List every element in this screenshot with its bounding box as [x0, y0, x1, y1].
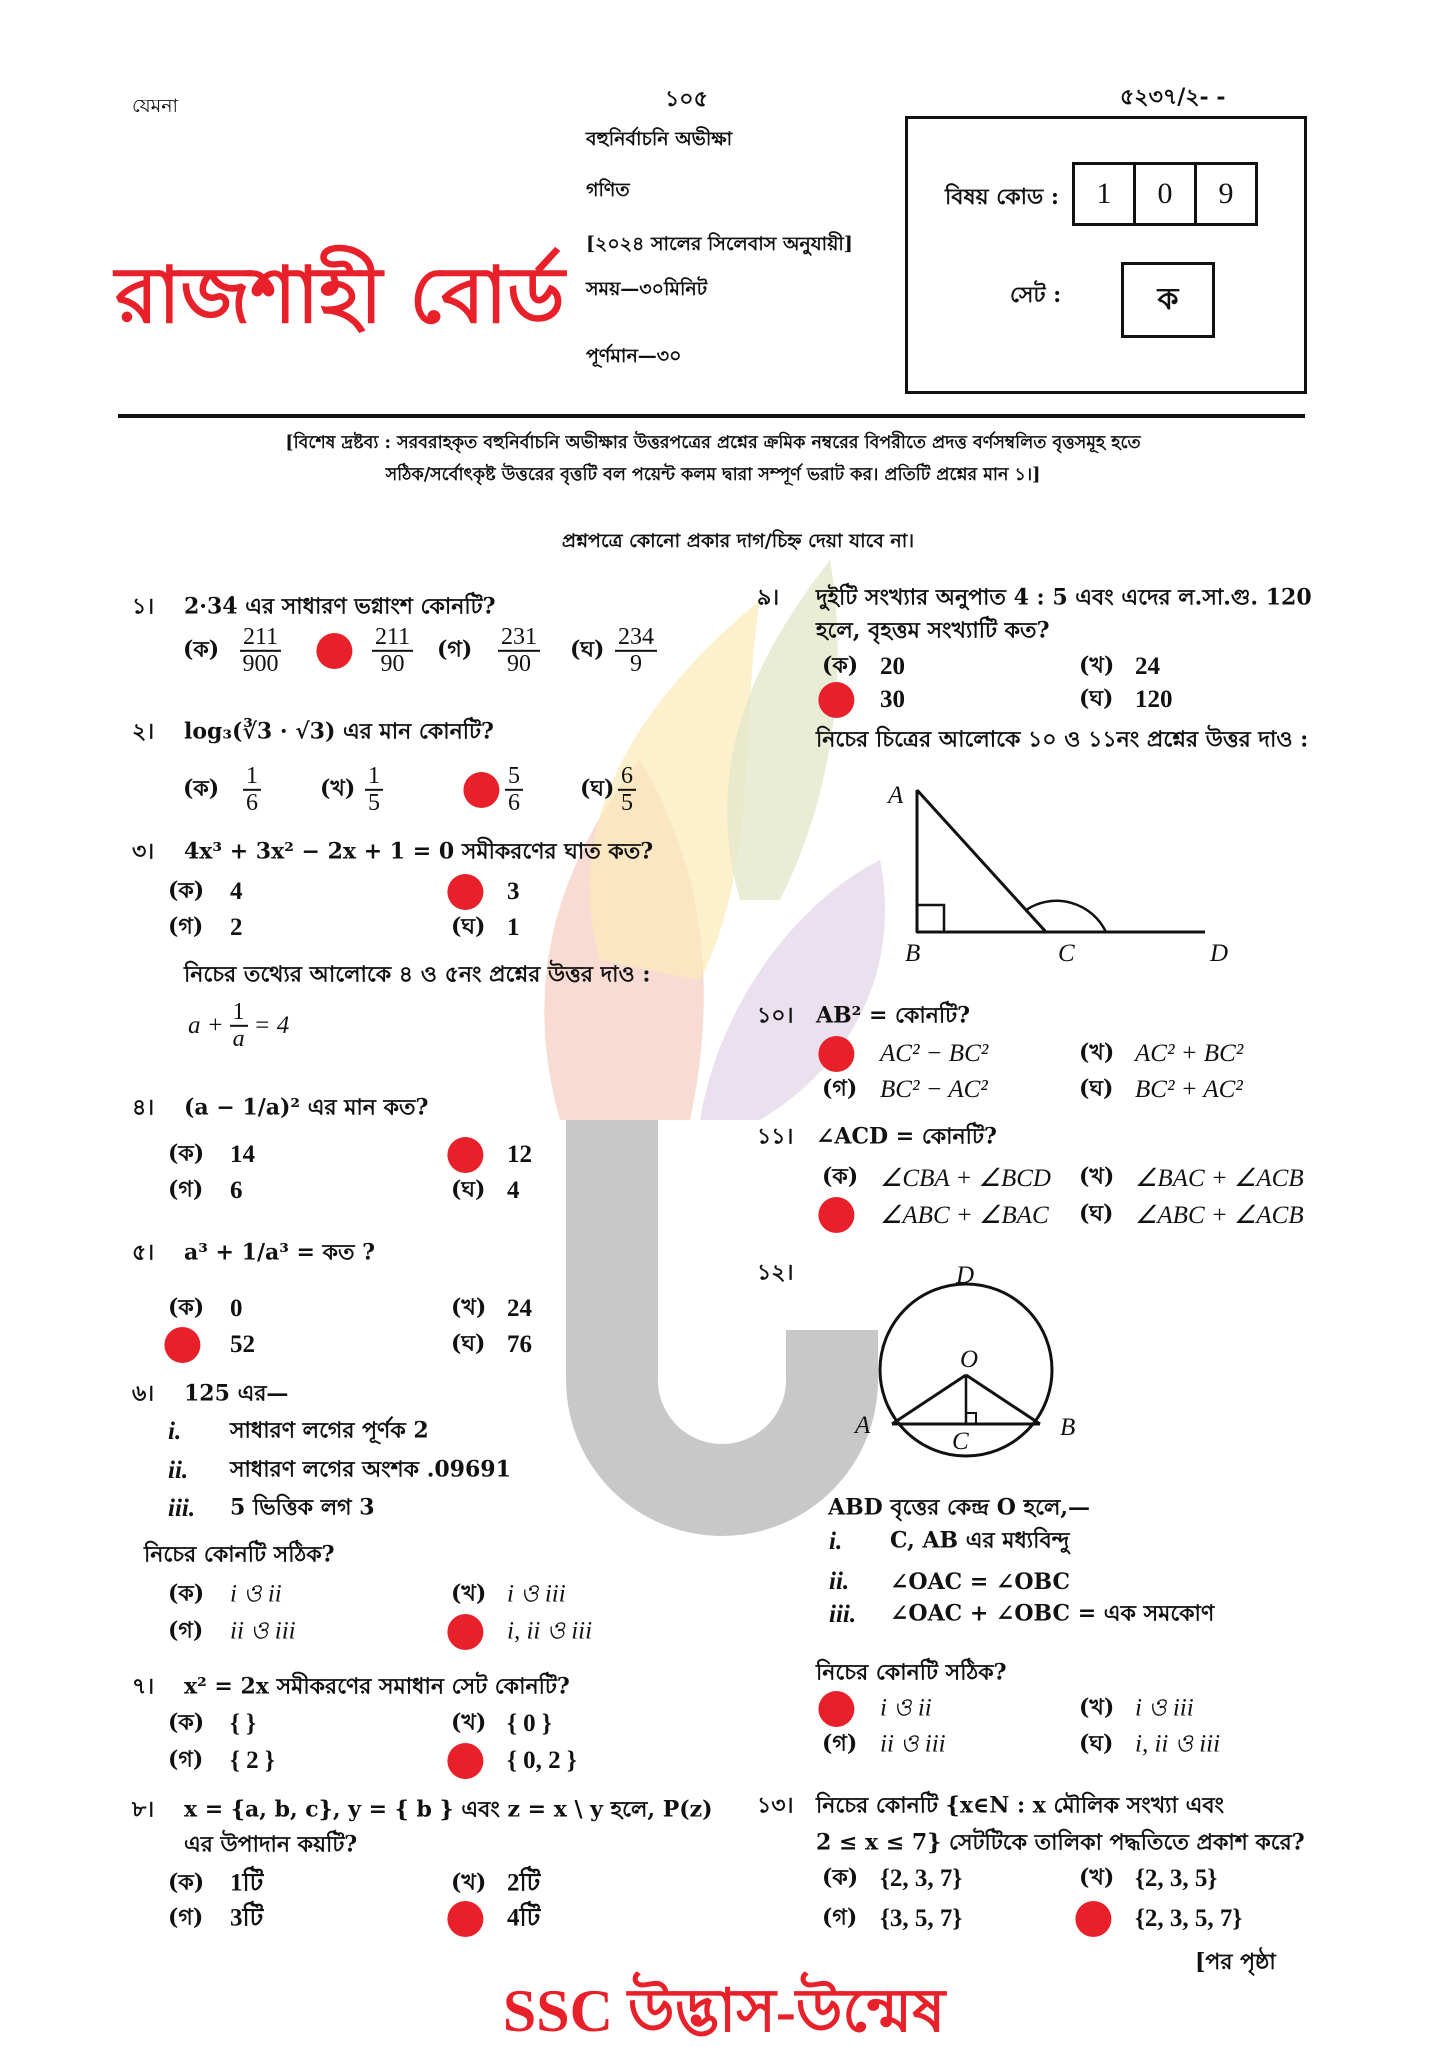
selected-answer-dot: [1075, 1901, 1111, 1937]
option-label: (খ): [451, 1709, 487, 1736]
option-label: (খ): [451, 1580, 487, 1607]
option-text: i ও ii: [230, 1580, 282, 1608]
option-label: (খ): [451, 1294, 487, 1321]
numerator: 1: [365, 764, 383, 791]
question-prompt: নিচের কোনটি সঠিক?: [816, 1659, 1007, 1686]
option-label: (খ): [320, 775, 356, 802]
figure-label-b: B: [905, 940, 921, 967]
numerator: 211: [240, 625, 281, 652]
option-label: (খ): [1079, 1039, 1115, 1066]
answer-option: [822, 1901, 857, 1938]
option-text: { }: [230, 1710, 256, 1737]
option-label: (ঘ): [1079, 1200, 1114, 1227]
selected-answer-dot: [164, 1327, 200, 1363]
option-text: 6: [230, 1177, 243, 1204]
subject-code-digit: 0: [1133, 162, 1197, 226]
circle-label-d: D: [956, 1262, 975, 1289]
answer-option: [320, 772, 355, 809]
option-value: [230, 1710, 256, 1738]
header-divider: [118, 414, 1305, 418]
selected-answer-dot: [447, 874, 483, 910]
question-number: ৩।: [132, 838, 155, 865]
option-text: BC² + AC²: [1135, 1076, 1243, 1103]
selected-answer-dot: [447, 1614, 483, 1650]
selected-answer-dot: [818, 682, 854, 718]
answer-option: [451, 910, 485, 947]
option-text: ∠BAC + ∠ACB: [1135, 1165, 1304, 1192]
statement-text: সাধারণ লগের পূর্ণক 2: [230, 1417, 429, 1444]
statement-text: C, AB এর মধ্যবিন্দু: [890, 1527, 1070, 1554]
code-box: [905, 116, 1307, 394]
page-number: ১০৫: [665, 86, 708, 112]
option-label: (ক): [168, 1140, 205, 1167]
answer-option: [168, 1614, 203, 1651]
option-text: BC² − AC²: [880, 1076, 988, 1103]
denominator: 900: [242, 651, 279, 677]
answer-option: [822, 1727, 857, 1764]
option-text: 3: [507, 878, 520, 905]
option-text: { 2 }: [230, 1747, 275, 1774]
option-label: (ক): [168, 877, 205, 904]
answer-option: [168, 1743, 203, 1780]
question-number: ৮।: [132, 1796, 155, 1823]
numerator: 1: [243, 764, 261, 791]
answer-option: [168, 874, 204, 911]
question-number: ৪।: [132, 1094, 155, 1121]
option-label: (গ): [822, 1075, 858, 1102]
circle-label-b: B: [1060, 1414, 1076, 1441]
answer-option: [183, 772, 219, 809]
option-text: i ও iii: [507, 1580, 566, 1608]
option-text: i ও iii: [1135, 1694, 1194, 1722]
statement-text: ∠OAC = ∠OBC: [890, 1569, 1071, 1595]
statement-numeral: iii.: [168, 1495, 196, 1522]
option-value: [230, 1898, 263, 1941]
option-value: [615, 625, 657, 677]
option-label: (ঘ): [451, 1330, 486, 1357]
context-instruction: নিচের তথ্যের আলোকে ৪ ও ৫নং প্রশ্নের উত্তর দাও :: [184, 961, 651, 988]
option-label: (ক): [183, 775, 220, 802]
answer-option: [168, 1137, 204, 1174]
next-page-note: [পর পৃষ্ঠা: [1195, 1949, 1276, 1975]
set-label: সেট :: [1010, 282, 1062, 308]
question-stem: 4x³ + 3x² − 2x + 1 = 0 সমীকরণের ঘাত কত?: [184, 838, 654, 865]
answer-option: [168, 1901, 203, 1938]
answer-option: [168, 1577, 204, 1614]
answer-option: [168, 1866, 204, 1903]
answer-option: [822, 649, 858, 686]
option-label: (খ): [1079, 652, 1115, 679]
option-text: 1টি: [230, 1869, 264, 1897]
question-number: ১।: [132, 593, 155, 620]
question-stem: AB² = কোনটি?: [816, 1002, 971, 1029]
option-text: 24: [1135, 653, 1160, 680]
option-value: [507, 1331, 532, 1359]
circle-label-o: O: [960, 1346, 979, 1373]
option-label: (খ): [1079, 1694, 1115, 1721]
fraction: [505, 764, 523, 816]
option-text: i, ii ও iii: [507, 1617, 593, 1645]
question-stem: (a − 1/a)² এর মান কত?: [184, 1094, 429, 1121]
option-value: [880, 1076, 988, 1104]
option-value: [507, 1141, 532, 1169]
selected-answer-dot: [447, 1743, 483, 1779]
answer-option: [451, 1706, 486, 1743]
option-value: [880, 1040, 988, 1068]
option-text: i ও ii: [880, 1694, 932, 1722]
answer-option: [580, 772, 614, 809]
fraction: [243, 764, 261, 816]
option-text: { 0, 2 }: [507, 1747, 577, 1774]
option-value: [498, 625, 540, 677]
question-stem: x = {a, b, c}, y = { b } এবং z = x \ y হলে, P(z): [184, 1796, 713, 1823]
answer-option: [451, 1577, 486, 1614]
option-text: 30: [880, 686, 905, 713]
numerator: 234: [615, 625, 657, 652]
answer-option: [1079, 1727, 1113, 1764]
question-stem: 2·34̇ এর সাধারণ ভগ্নাংশ কোনটি?: [184, 593, 496, 620]
option-text: 12: [507, 1141, 532, 1168]
option-text: 3টি: [230, 1904, 264, 1932]
answer-option: [451, 1327, 485, 1364]
option-label: (ঘ): [1079, 1075, 1114, 1102]
option-value: [1135, 653, 1160, 681]
option-value: [507, 1295, 532, 1323]
formula-part: a +: [188, 1012, 224, 1039]
selected-answer-dot: [818, 1691, 854, 1727]
option-value: [372, 625, 413, 677]
option-value: [880, 1163, 1051, 1193]
option-text: 14: [230, 1141, 255, 1168]
instruction-line: [বিশেষ দ্রষ্টব্য : সরবরাহকৃত বহুনির্বাচনি অভীক্ষার উত্তরপত্রের প্রশ্নের ক্রমিক নম্বরের বিপরীতে প্রদত্ত বর্ণসম্বলিত বৃত্তসমূহ হতে: [285, 433, 1141, 453]
footer-brand: SSC উদ্ভাস-উন্মেষ: [502, 1978, 946, 2044]
answer-option: [1079, 649, 1114, 686]
option-text: AC² + BC²: [1135, 1040, 1244, 1067]
numerator: 1: [230, 1000, 248, 1027]
question-number: ৯।: [757, 584, 780, 611]
option-text: 4টি: [507, 1904, 541, 1932]
option-text: {2, 3, 5}: [1135, 1865, 1218, 1892]
question-stem: এর উপাদান কয়টি?: [184, 1831, 358, 1858]
option-value: [230, 914, 243, 942]
statement-numeral: i.: [168, 1418, 182, 1445]
option-label: (ক): [168, 1869, 205, 1896]
option-text: 20: [880, 653, 905, 680]
denominator: 90: [507, 651, 531, 677]
question-prompt: নিচের কোনটি সঠিক?: [144, 1541, 335, 1568]
option-label: (ঘ): [580, 775, 615, 802]
question-stem: a³ + 1/a³ = কত ?: [184, 1239, 376, 1266]
option-text: 24: [507, 1295, 532, 1322]
option-label: (ঘ): [570, 636, 605, 663]
option-value: [230, 878, 243, 906]
option-label: (গ): [168, 913, 204, 940]
option-label: (খ): [1079, 1864, 1115, 1891]
option-value: [365, 764, 383, 816]
option-text: ii ও iii: [230, 1617, 296, 1645]
option-text: ∠CBA + ∠BCD: [880, 1165, 1051, 1192]
option-text: {3, 5, 7}: [880, 1905, 963, 1932]
fraction: [372, 625, 413, 677]
numerator: 6: [618, 764, 636, 791]
denominator: a: [232, 1026, 245, 1052]
answer-option: [168, 1173, 203, 1210]
option-label: (খ): [451, 1869, 487, 1896]
option-text: { 0 }: [507, 1710, 552, 1737]
option-value: [618, 764, 636, 816]
option-label: (ঘ): [451, 1176, 486, 1203]
notice: প্রশ্নপত্রে কোনো প্রকার দাগ/চিহ্ন দেয়া যাবে না।: [561, 530, 915, 552]
answer-option: [168, 1706, 204, 1743]
option-text: 0: [230, 1295, 243, 1322]
question-number: ১০।: [757, 1002, 794, 1029]
option-value: [507, 1710, 552, 1738]
option-value: [243, 764, 261, 816]
selected-answer-dot: [818, 1036, 854, 1072]
exam-type: বহুনির্বাচনি অভীক্ষা: [586, 128, 733, 150]
option-text: 1: [507, 914, 520, 941]
option-label: (ক): [168, 1580, 205, 1607]
option-value: [507, 1898, 540, 1941]
question-stem: নিচের কোনটি {x∈N : x মৌলিক সংখ্যা এবং: [816, 1792, 1225, 1819]
option-label: (গ): [168, 1904, 204, 1931]
option-text: 4: [507, 1177, 520, 1204]
denominator: 90: [380, 651, 405, 677]
option-value: [507, 1177, 520, 1205]
option-value: [1135, 1163, 1304, 1193]
option-text: 4: [230, 878, 243, 905]
formula-part: = 4: [253, 1012, 290, 1039]
answer-option: [570, 633, 604, 670]
statement-numeral: i.: [829, 1528, 843, 1555]
denominator: 6: [246, 790, 258, 816]
answer-option: [451, 1173, 485, 1210]
option-label: (ঘ): [451, 913, 486, 940]
subject-code-digit: 9: [1194, 162, 1258, 226]
question-number: ৬।: [132, 1380, 155, 1407]
option-value: [1135, 1076, 1243, 1104]
option-label: (ঘ): [1079, 685, 1114, 712]
circle-label-a: A: [855, 1412, 871, 1439]
option-value: [1135, 1040, 1243, 1068]
option-label: (গ): [168, 1176, 204, 1203]
selected-answer-dot: [463, 772, 499, 808]
option-text: 76: [507, 1331, 532, 1358]
option-value: [880, 1865, 962, 1893]
subject-code-label: বিষয় কোড :: [945, 184, 1059, 210]
time-limit: সময়—৩০মিনিট: [586, 278, 708, 300]
option-label: (গ): [822, 1904, 858, 1931]
denominator: 5: [621, 790, 633, 816]
question-number: ২।: [132, 718, 155, 745]
header-code: ৫২৩৭/২- -: [1120, 84, 1226, 110]
option-value: [880, 1200, 1049, 1230]
instruction-line: সঠিক/সর্বোৎকৃষ্ট উত্তরের বৃত্তটি বল পয়েন্ট কলম দ্বারা সম্পূর্ণ ভরাট কর। প্রতিটি প্রশ্নের মান ১।]: [385, 465, 1041, 485]
answer-option: [822, 1160, 858, 1197]
option-text: ∠ABC + ∠ACB: [1135, 1202, 1304, 1229]
question-stem: log₃(∛3 · √3) এর মান কোনটি?: [184, 718, 494, 745]
option-label: (ক): [168, 1294, 205, 1321]
answer-option: [183, 633, 219, 670]
subject: গণিত: [586, 179, 630, 201]
statement-text: 5 ভিত্তিক লগ 3: [230, 1494, 375, 1521]
header-left-note: যেমনা: [132, 95, 179, 117]
option-text: 52: [230, 1331, 255, 1358]
option-label: (গ): [168, 1746, 204, 1773]
option-label: (খ): [1079, 1163, 1115, 1190]
question-stem: ∠ACD = কোনটি?: [816, 1123, 997, 1150]
question-number: ১২।: [757, 1259, 794, 1286]
denominator: 9: [630, 651, 642, 677]
option-label: (গ): [168, 1617, 204, 1644]
option-text: 2: [230, 914, 243, 941]
option-value: [1135, 1865, 1217, 1893]
option-value: [507, 878, 520, 906]
option-text: {2, 3, 5, 7}: [1135, 1905, 1243, 1932]
option-value: [1135, 1200, 1304, 1230]
option-value: [505, 764, 523, 816]
answer-option: [1079, 1072, 1113, 1109]
question-stem: দুইটি সংখ্যার অনুপাত 4 : 5 এবং এদের ল.সা.গু. 120: [816, 584, 1312, 611]
option-text: AC² − BC²: [880, 1040, 989, 1067]
option-text: 2টি: [507, 1869, 541, 1897]
answer-option: [1079, 1691, 1114, 1728]
figure-label-d: D: [1210, 940, 1229, 967]
question-stem: হলে, বৃহত্তম সংখ্যাটি কত?: [816, 617, 1050, 644]
question-number: ১৩।: [757, 1792, 794, 1819]
option-text: ii ও iii: [880, 1730, 946, 1758]
full-marks: পূর্ণমান—৩০: [586, 345, 682, 367]
question-stem: 2 ≤ x ≤ 7} সেটটিকে তালিকা পদ্ধতিতে প্রকাশ করে?: [816, 1829, 1305, 1856]
option-label: (ক): [822, 1864, 859, 1891]
option-value: [880, 1724, 946, 1767]
context-instruction: নিচের চিত্রের আলোকে ১০ ও ১১নং প্রশ্নের উত্তর দাও :: [816, 726, 1309, 753]
syllabus-note: [২০২৪ সালের সিলেবাস অনুযায়ী]: [586, 233, 853, 255]
option-value: [230, 1611, 296, 1654]
selected-answer-dot: [447, 1901, 483, 1937]
numerator: 231: [498, 625, 540, 652]
option-value: [1135, 1724, 1220, 1767]
answer-option: [822, 1072, 857, 1109]
option-value: [880, 653, 905, 681]
numerator: 5: [505, 764, 523, 791]
statement-numeral: ii.: [168, 1457, 189, 1484]
answer-option: [1079, 682, 1113, 719]
fraction: [615, 625, 657, 677]
answer-option: [822, 1861, 858, 1898]
option-label: (ক): [168, 1709, 205, 1736]
question-number: ৭।: [132, 1673, 155, 1700]
option-text: 120: [1135, 686, 1173, 713]
option-value: [230, 1295, 243, 1323]
answer-option: [1079, 1036, 1114, 1073]
answer-option: [451, 1866, 486, 1903]
answer-option: [168, 1291, 204, 1328]
denominator: 5: [368, 790, 380, 816]
denominator: 6: [508, 790, 520, 816]
option-text: i, ii ও iii: [1135, 1730, 1221, 1758]
selected-answer-dot: [818, 1197, 854, 1233]
option-value: [880, 686, 905, 714]
statement-numeral: iii.: [829, 1601, 857, 1628]
option-value: [230, 1331, 255, 1359]
fraction: [365, 764, 383, 816]
option-value: [507, 914, 520, 942]
statement-text: সাধারণ লগের অংশক .09691: [230, 1456, 511, 1483]
statement-text: ∠OAC + ∠OBC = এক সমকোণ: [890, 1600, 1215, 1627]
selected-answer-dot: [316, 633, 352, 669]
board-title: রাজশাহী বোর্ড: [115, 251, 565, 341]
answer-option: [1079, 1197, 1113, 1234]
question-number: ৫।: [132, 1239, 155, 1266]
fraction: [240, 625, 281, 677]
option-value: [230, 1747, 275, 1775]
answer-option: [1079, 1861, 1114, 1898]
question-stem: ABD বৃত্তের কেন্দ্র O হলে,—: [828, 1494, 1091, 1521]
statement-numeral: ii.: [829, 1568, 850, 1595]
answer-option: [451, 1291, 486, 1328]
figure-label-a: A: [888, 782, 904, 809]
subject-code-digit: 1: [1072, 162, 1136, 226]
answer-option: [168, 910, 203, 947]
set-value: ক: [1121, 262, 1215, 338]
option-value: [880, 1905, 962, 1933]
answer-option: [437, 633, 472, 670]
option-label: (গ): [822, 1730, 858, 1757]
option-label: (ক): [822, 652, 859, 679]
option-label: (ঘ): [1079, 1730, 1114, 1757]
numerator: 211: [372, 625, 413, 652]
option-value: [1135, 686, 1173, 714]
option-label: (গ): [437, 636, 473, 663]
option-value: [240, 625, 281, 677]
option-value: [230, 1141, 255, 1169]
option-value: [230, 1177, 243, 1205]
option-value: [1135, 1905, 1242, 1933]
question-number: ১১।: [757, 1123, 794, 1150]
context-formula: [188, 1000, 289, 1052]
option-text: ∠ABC + ∠BAC: [880, 1202, 1049, 1229]
selected-answer-dot: [447, 1137, 483, 1173]
option-value: [507, 1747, 577, 1775]
question-stem: x² = 2x সমীকরণের সমাধান সেট কোনটি?: [184, 1673, 570, 1700]
formula-fraction: [230, 1000, 248, 1052]
circle-label-c: C: [952, 1428, 969, 1455]
figure-label-c: C: [1058, 940, 1075, 967]
option-text: {2, 3, 7}: [880, 1865, 963, 1892]
question-stem: 125 এর—: [184, 1380, 289, 1407]
fraction: [618, 764, 636, 816]
option-label: (ক): [183, 636, 220, 663]
fraction: [498, 625, 540, 677]
option-value: [507, 1611, 592, 1654]
option-label: (ক): [822, 1163, 859, 1190]
answer-option: [1079, 1160, 1114, 1197]
